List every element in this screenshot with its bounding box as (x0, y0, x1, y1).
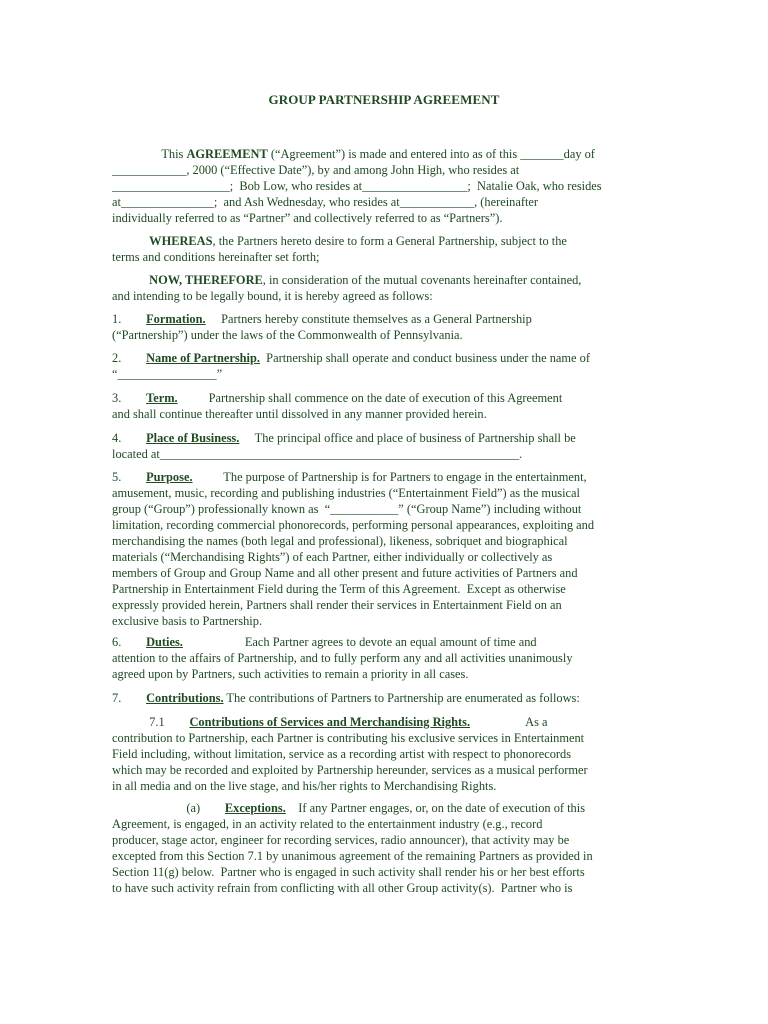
now-therefore-paragraph: NOW, THEREFORE, in consideration of the mutual covenants hereinafter contained, and intending to be legally bound, it is hereby agreed as follows: (112, 273, 582, 303)
section-name-of-partnership: 2. Name of Partnership. Partnership shall operate and conduct business under the name of “________________” (112, 351, 590, 381)
section-7-1-services: 7.1 Contributions of Services and Merchandising Rights. As a contribution to Partnership, each Partner is contributing his exclusive services in Entertainment Field including, without limitation, service as a recording artist with respect to phonorecords which may be recorded and exploited by Partnership hereunder, services as a musical performer in all media and on the live stage, and his/her rights to Merchandising Rights. (112, 715, 588, 793)
agreement-term: AGREEMENT (186, 147, 268, 161)
section-duties: 6. Duties. Each Partner agrees to devote an equal amount of time and attention to the affairs of Partnership, and to fully perform any and all activities unanimously agreed upon by Partners, such activities to remain a priority in all cases. (112, 635, 573, 681)
section-place-of-business: 4. Place of Business. The principal office and place of business of Partnership shall be located at__________________________________________________________. (112, 431, 576, 461)
section-heading: Contributions of Services and Merchandising Rights. (189, 715, 471, 729)
section-purpose: 5. Purpose. The purpose of Partnership is for Partners to engage in the entertainment, amusement, music, recording and publishing industries (“Entertainment Field”) as the musical group (“Group”) professionally known as “___________” (“Group Name”) including without limitation, recording commercial phonorecords, performing personal appearances, exploiting and merchandising the names (both legal and professional), likeness, sobriquet and biographical materials (“Merchandising Rights”) of each Partner, either individually or collectively as members of Group and Group Name and all other present and future activities of Partners and Partnership in Entertainment Field during the Term of this Agreement. Except as otherwise expressly provided herein, Partners shall render their services in Entertainment Field on an exclusive basis to Partnership. (112, 470, 595, 628)
section-heading: Formation. (146, 312, 206, 326)
whereas-paragraph: WHEREAS, the Partners hereto desire to form a General Partnership, subject to the terms and conditions hereinafter set forth; (112, 234, 567, 264)
intro-paragraph: This AGREEMENT (“Agreement”) is made and entered into as of this _______day of ____________, 2000 (“Effective Date”), by and among John High, who resides at ___________________; Bob Low, who resides at_________________; Natalie Oak, who resides at_______________; and Ash Wednesday, who resides at____________, (hereinafter individually referred to as “Partner” and collectively referred to as “Partners”). (112, 147, 602, 225)
section-heading: Exceptions. (224, 801, 286, 815)
section-heading: Contributions. (146, 691, 224, 705)
section-term: 3. Term. Partnership shall commence on the date of execution of this Agreement and shall continue thereafter until dissolved in any manner provided herein. (112, 391, 563, 421)
section-heading: Place of Business. (146, 431, 240, 445)
whereas-term: WHEREAS (149, 234, 213, 248)
section-heading: Name of Partnership. (146, 351, 260, 365)
section-heading: Purpose. (146, 470, 193, 484)
section-formation: 1. Formation. Partners hereby constitute themselves as a General Partnership (“Partnership”) under the laws of the Commonwealth of Pennsylvania. (112, 312, 532, 342)
section-7-1-a-exceptions: (a) Exceptions. If any Partner engages, or, on the date of execution of this Agreement, is engaged, in an activity related to the entertainment industry (e.g., record producer, stage actor, engineer for recording services, radio announcer), that activity may be excepted from this Section 7.1 by unanimous agreement of the remaining Partners as provided in Section 11(g) below. Partner who is engaged in such activity shall render his or her best efforts to have such activity refrain from conflicting with all other Group activity(s). Partner who is (112, 801, 593, 895)
section-contributions: 7. Contributions. The contributions of Partners to Partnership are enumerated as follows: (112, 691, 580, 705)
section-heading: Duties. (146, 635, 183, 649)
section-heading: Term. (146, 391, 178, 405)
document-title: GROUP PARTNERSHIP AGREEMENT (268, 92, 500, 107)
now-therefore-term: NOW, THEREFORE (149, 273, 263, 287)
